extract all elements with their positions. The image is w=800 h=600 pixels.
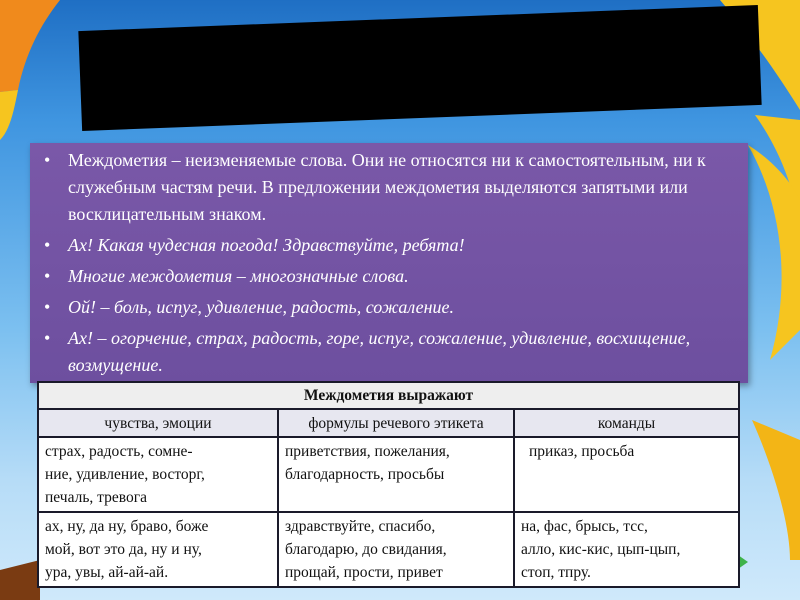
table-cell: страх, радость, сомне- ние, удивление, восторг, печаль, тревога xyxy=(38,437,278,512)
table-caption: Междометия выражают xyxy=(38,382,739,409)
interjection-table xyxy=(37,381,740,588)
bullet-item: • Ой! – боль, испуг, удивление, радость, сожаление. xyxy=(42,294,734,321)
bullet-item: • Ах! Какая чудесная погода! Здравствуйте, ребята! xyxy=(42,232,734,259)
table-header-row xyxy=(38,409,739,437)
table-header-cell: команды xyxy=(514,409,739,437)
bullet-item: • Ах! – огорчение, страх, радость, горе, испуг, сожаление, удивление, восхищение, возмущение. xyxy=(42,325,734,379)
table-row xyxy=(38,437,739,512)
content-box xyxy=(30,143,748,383)
bullet-item: • Междометия – неизменяемые слова. Они не относятся ни к самостоятельным, ни к служебным частям речи. В предложении междометия выделяются запятыми или восклицательным знаком. xyxy=(42,147,734,228)
bullet-item: • Многие междометия – многозначные слова. xyxy=(42,263,734,290)
table-row xyxy=(38,512,739,587)
table-header-cell: чувства, эмоции xyxy=(38,409,278,437)
bullet-list xyxy=(30,143,748,379)
table-cell: приказ, просьба xyxy=(514,437,739,512)
table-header-cell: формулы речевого этикета xyxy=(278,409,514,437)
table-caption-row xyxy=(38,382,739,409)
table-cell: приветствия, пожелания, благодарность, просьбы xyxy=(278,437,514,512)
table-cell: ах, ну, да ну, браво, боже мой, вот это да, ну и ну, ура, увы, ай-ай-ай. xyxy=(38,512,278,587)
table-cell: на, фас, брысь, тсс, алло, кис-кис, цып-цып, стоп, тпру. xyxy=(514,512,739,587)
table-cell: здравствуйте, спасибо, благодарю, до свидания, прощай, прости, привет xyxy=(278,512,514,587)
